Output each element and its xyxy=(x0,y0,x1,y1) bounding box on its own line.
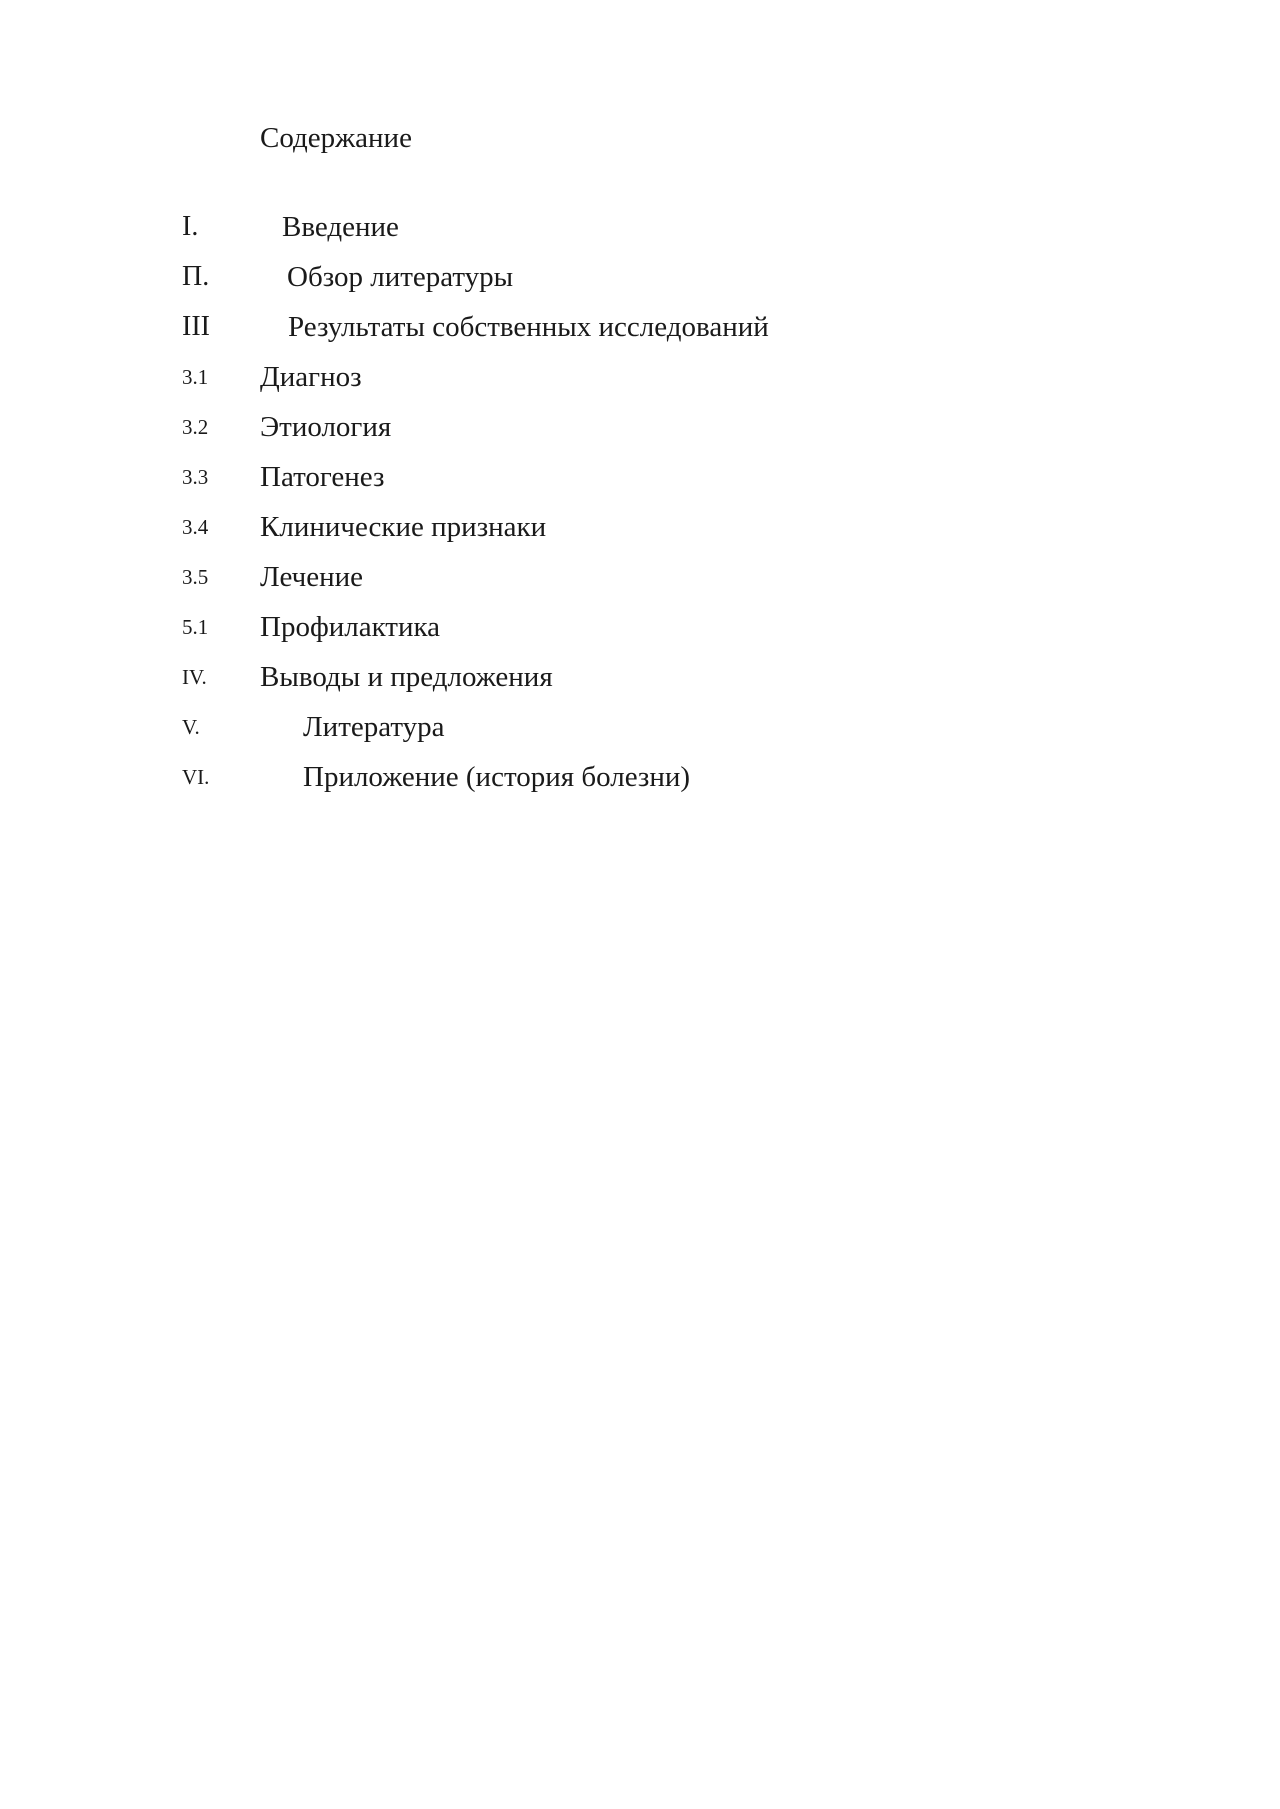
toc-entry-own-research-results xyxy=(0,307,1280,347)
toc-entry-label: Клинические признаки xyxy=(260,511,547,543)
toc-entry-number: III xyxy=(182,311,210,342)
toc-entry-label: Патогенез xyxy=(260,461,385,493)
toc-entry-number: 3.2 xyxy=(182,415,209,439)
page-title: Содержание xyxy=(260,122,412,154)
toc-entry-literature-review xyxy=(0,257,1280,297)
toc-entry-label: Литература xyxy=(303,711,445,743)
toc-entry-prevention xyxy=(0,607,1280,647)
toc-entry-number: 3.4 xyxy=(182,515,209,539)
toc-entry-label: Диагноз xyxy=(260,361,362,393)
toc-entry-number: П. xyxy=(182,261,210,292)
toc-entry-label: Этиология xyxy=(260,411,392,443)
toc-entry-references xyxy=(0,707,1280,747)
toc-entry-number: IV. xyxy=(182,665,207,689)
toc-entry-number: VI. xyxy=(182,765,210,789)
toc-entry-number: 3.5 xyxy=(182,565,209,589)
toc-entry-label: Обзор литературы xyxy=(287,261,514,293)
toc-entry-label: Профилактика xyxy=(260,611,441,643)
toc-entry-diagnosis xyxy=(0,357,1280,397)
toc-entry-number: 5.1 xyxy=(182,615,209,639)
toc-entry-clinical-signs xyxy=(0,507,1280,547)
toc-entry-label: Лечение xyxy=(260,561,363,593)
toc-entry-number: 3.3 xyxy=(182,465,209,489)
toc-entry-number: I. xyxy=(182,211,199,242)
toc-entry-treatment xyxy=(0,557,1280,597)
toc-entry-pathogenesis xyxy=(0,457,1280,497)
toc-entry-label: Приложение (история болезни) xyxy=(303,761,691,793)
toc-entry-conclusions xyxy=(0,657,1280,697)
toc-entry-etiology xyxy=(0,407,1280,447)
toc-entry-label: Введение xyxy=(282,211,399,243)
toc-entry-appendix xyxy=(0,757,1280,797)
toc-entry-number: 3.1 xyxy=(182,365,209,389)
toc-entry-label: Выводы и предложения xyxy=(260,661,553,693)
toc-entry-label: Результаты собственных исследований xyxy=(288,311,769,343)
toc-entry-introduction xyxy=(0,207,1280,247)
toc-entry-number: V. xyxy=(182,715,200,739)
